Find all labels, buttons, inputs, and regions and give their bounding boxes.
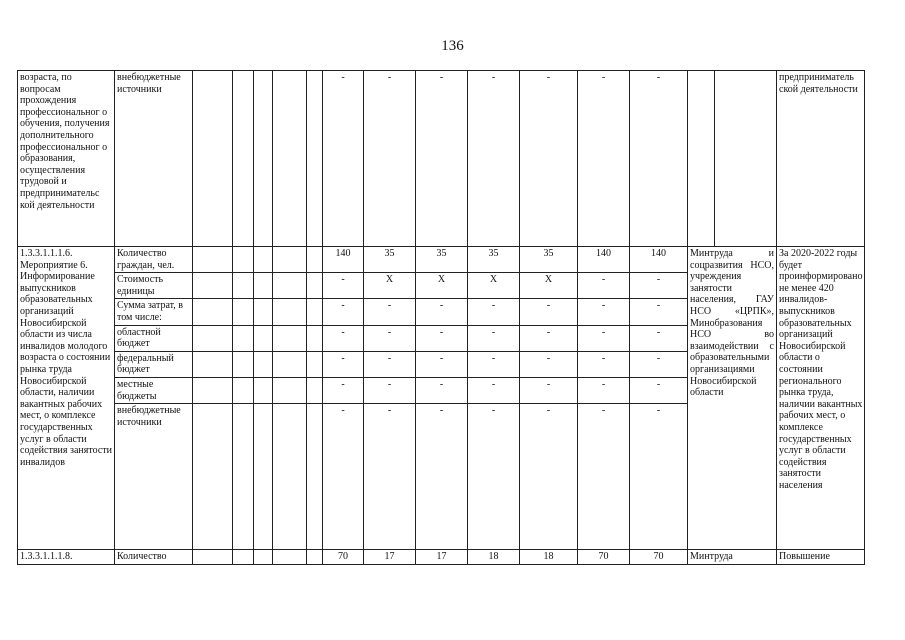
value-cell: -: [630, 351, 688, 377]
value-cell: -: [520, 404, 578, 550]
indicator-cell: Стоимость единицы: [115, 273, 193, 299]
value-cell: -: [323, 351, 364, 377]
value-cell: 17: [416, 550, 468, 565]
table-row: [18, 71, 865, 247]
executors-cell: [715, 71, 777, 247]
value-cell: 70: [323, 550, 364, 565]
value-cell: 70: [578, 550, 630, 565]
value-cell: 35: [364, 247, 416, 273]
value-cell: Х: [468, 273, 520, 299]
value-cell: -: [364, 299, 416, 325]
executors-cell: Минтруда: [688, 550, 777, 565]
value-cell: -: [416, 71, 468, 247]
value-cell: -: [416, 325, 468, 351]
value-cell: -: [578, 325, 630, 351]
value-cell: -: [364, 377, 416, 403]
value-cell: -: [468, 404, 520, 550]
value-cell: -: [323, 299, 364, 325]
indicator-cell: местные бюджеты: [115, 377, 193, 403]
value-cell: -: [416, 404, 468, 550]
value-cell: -: [364, 71, 416, 247]
value-cell: -: [578, 273, 630, 299]
value-cell: -: [520, 351, 578, 377]
program-table: [17, 70, 865, 565]
table-row: [18, 247, 865, 273]
value-cell: -: [520, 377, 578, 403]
indicator-cell: областной бюджет: [115, 325, 193, 351]
value-cell: -: [630, 273, 688, 299]
value-cell: -: [630, 299, 688, 325]
value-cell: -: [630, 377, 688, 403]
value-cell: 140: [323, 247, 364, 273]
value-cell: -: [364, 404, 416, 550]
value-cell: -: [364, 351, 416, 377]
indicator-cell: Количество: [115, 550, 193, 565]
value-cell: 18: [468, 550, 520, 565]
value-cell: -: [578, 299, 630, 325]
indicator-cell: внебюджетные источники: [115, 404, 193, 550]
indicator-cell: федеральный бюджет: [115, 351, 193, 377]
value-cell: 140: [630, 247, 688, 273]
indicator-cell: внебюджетные источники: [115, 71, 193, 247]
value-cell: -: [630, 404, 688, 550]
value-cell: -: [323, 273, 364, 299]
value-cell: -: [630, 325, 688, 351]
result-cell: Повышение: [777, 550, 865, 565]
measure-name-cell: 1.3.3.1.1.1.8.: [18, 550, 115, 565]
result-cell: предприниматель ской деятельности: [777, 71, 865, 247]
value-cell: -: [520, 299, 578, 325]
value-cell: -: [468, 299, 520, 325]
value-cell: -: [578, 404, 630, 550]
value-cell: Х: [520, 273, 578, 299]
measure-name-cell: 1.3.3.1.1.1.6. Мероприятие 6. Информирование выпускников образовательных организаций Новосибирской области из числа инвалидов молодого возраста о состоянии рынка труда Новосибирской области, наличии вакантных рабочих мест, о комплексе государственных услуг в области содействия занятости инвалидов: [18, 247, 115, 550]
value-cell: 35: [416, 247, 468, 273]
value-cell: -: [323, 325, 364, 351]
value-cell: -: [630, 71, 688, 247]
value-cell: -: [468, 71, 520, 247]
value-cell: 70: [630, 550, 688, 565]
value-cell: -: [416, 351, 468, 377]
value-cell: -: [520, 325, 578, 351]
value-cell: 35: [468, 247, 520, 273]
value-cell: -: [520, 71, 578, 247]
value-cell: Х: [364, 273, 416, 299]
value-cell: 140: [578, 247, 630, 273]
table-row: [18, 550, 865, 565]
value-cell: -: [578, 351, 630, 377]
value-cell: -: [364, 325, 416, 351]
value-cell: Х: [416, 273, 468, 299]
indicator-cell: Сумма затрат, в том числе:: [115, 299, 193, 325]
value-cell: -: [416, 299, 468, 325]
value-cell: 18: [520, 550, 578, 565]
result-cell: За 2020-2022 годы будет проинформировано не менее 420 инвалидов-выпускников образовательных организаций Новосибирской области о состоянии регионального рынка труда, наличии вакантных рабочих мест, о комплексе государственных услуг в области содействия занятости населения: [777, 247, 865, 550]
value-cell: -: [468, 351, 520, 377]
value-cell: -: [468, 377, 520, 403]
value-cell: -: [416, 377, 468, 403]
page-number: 136: [441, 38, 464, 54]
value-cell: -: [323, 377, 364, 403]
executors-cell: Минтруда и соцразвития НСО, учреждения занятости населения, ГАУ НСО «ЦРПК», Минобразования НСО во взаимодействии с образовательными организациями Новосибирской области: [688, 247, 777, 550]
value-cell: 35: [520, 247, 578, 273]
value-cell: -: [578, 71, 630, 247]
value-cell: -: [323, 404, 364, 550]
indicator-cell: Количество граждан, чел.: [115, 247, 193, 273]
value-cell: -: [578, 377, 630, 403]
measure-name-cell: возраста, по вопросам прохождения профессиональног о обучения, получения дополнительного профессиональног о образования, осуществления трудовой и предпринимательс кой деятельности: [18, 71, 115, 247]
value-cell: -: [323, 71, 364, 247]
value-cell: 17: [364, 550, 416, 565]
value-cell: -: [468, 325, 520, 351]
